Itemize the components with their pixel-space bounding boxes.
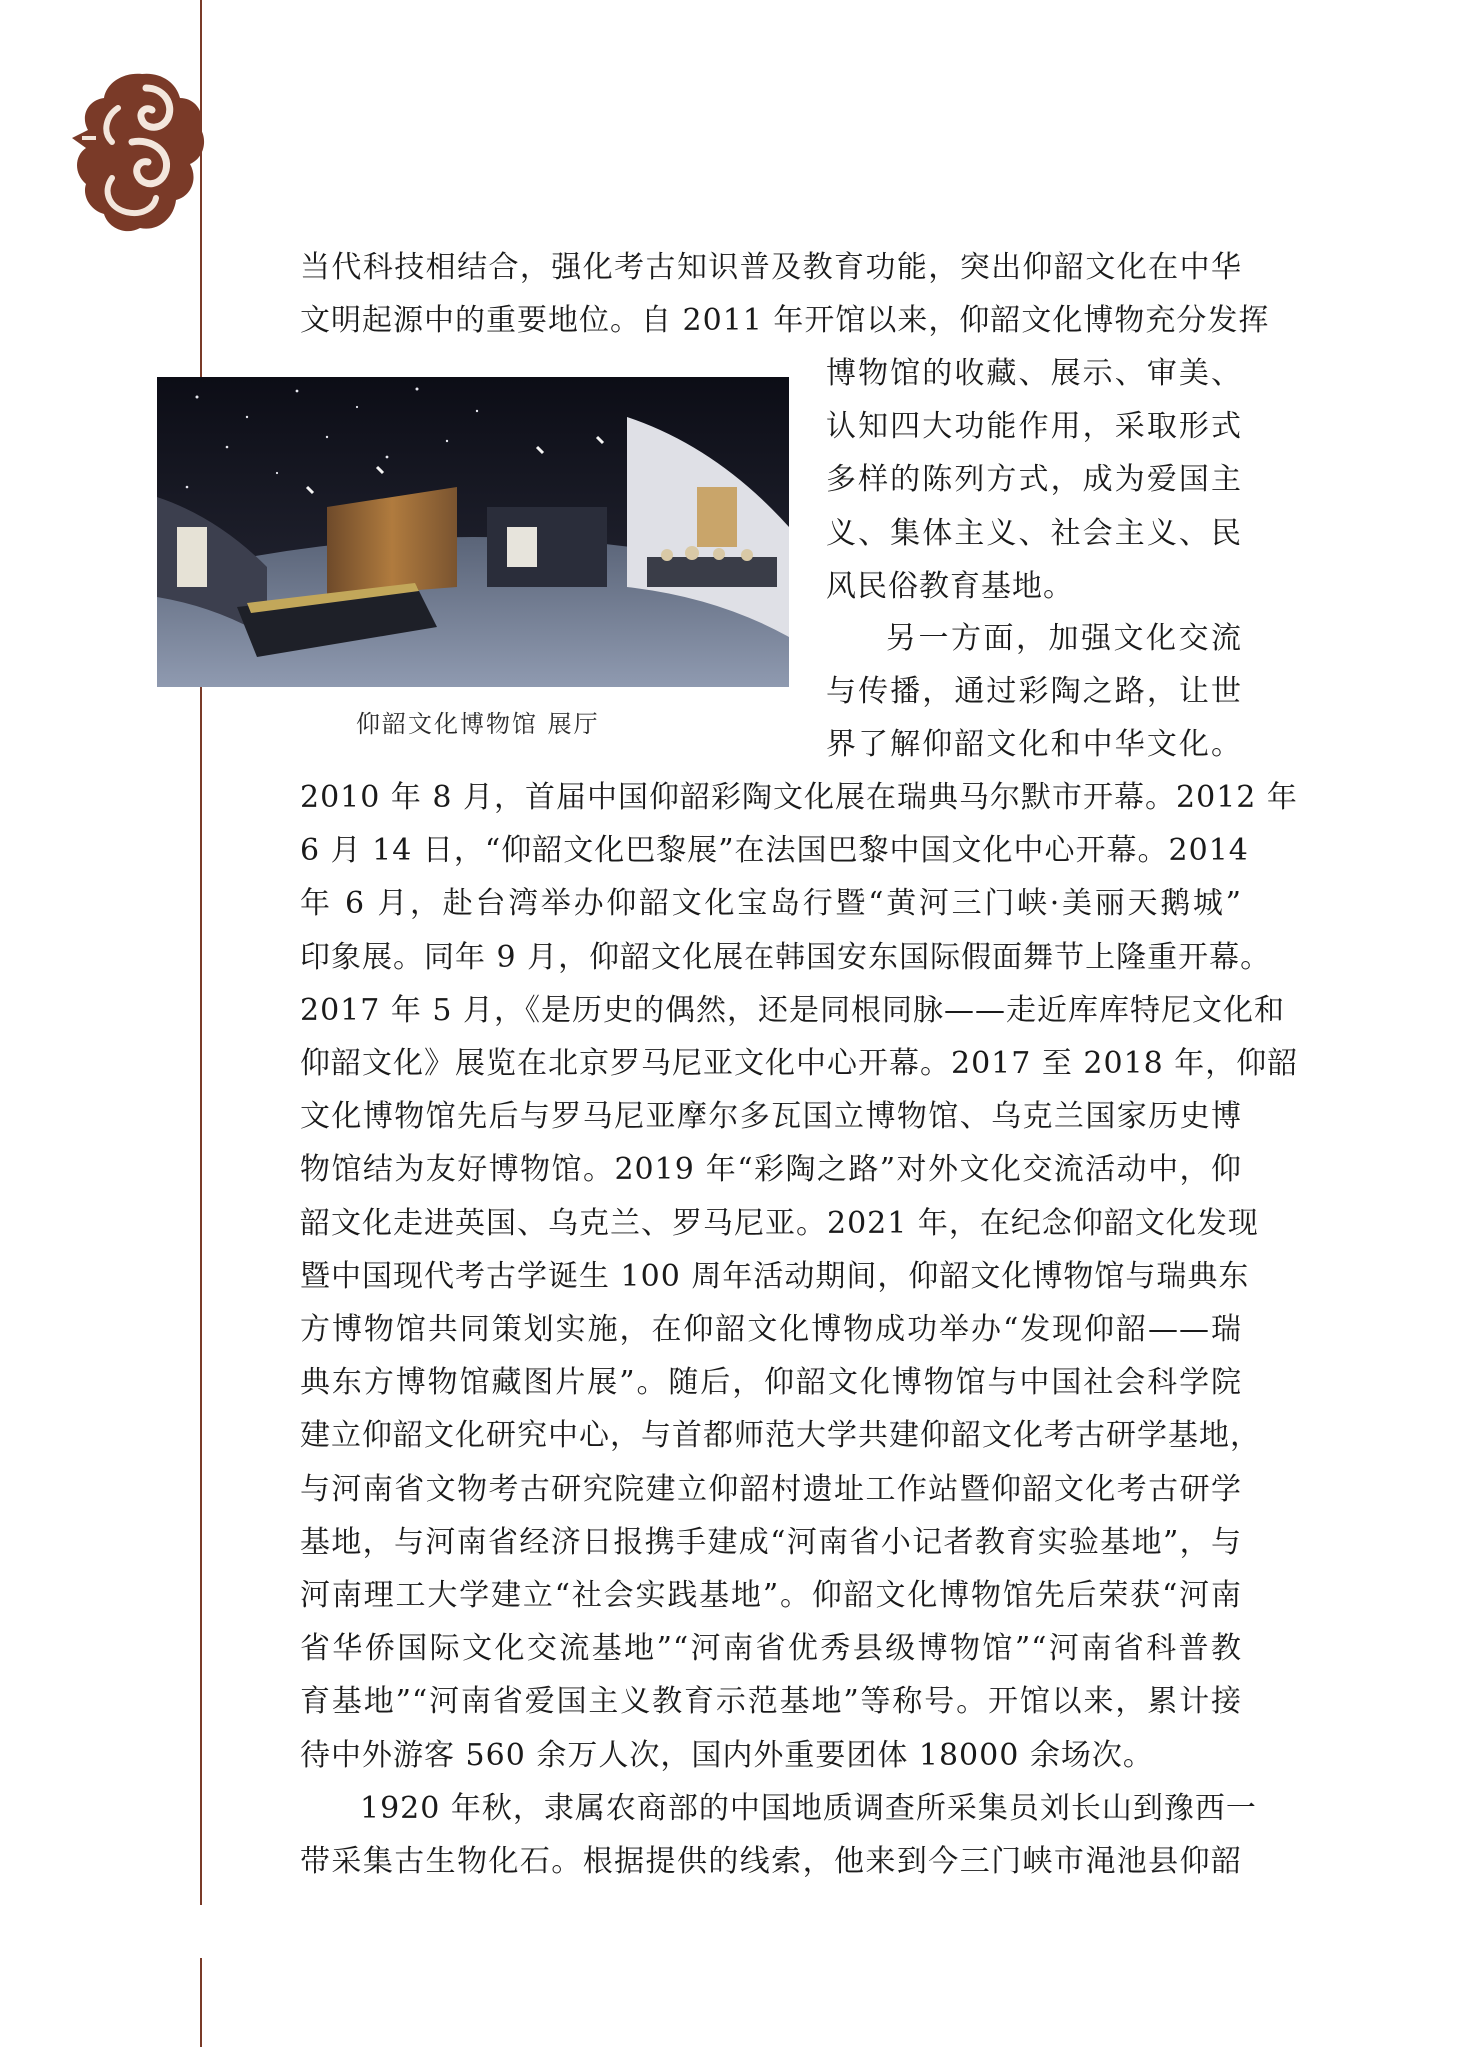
text-line: 文明起源中的重要地位。自 2011 年开馆以来，仰韶文化博物充分发挥 (300, 303, 1270, 339)
cloud-ornament-icon (72, 68, 206, 238)
text-line: 带采集古生物化石。根据提供的线索，他来到今三门峡市渑池县仰韶 (300, 1844, 1242, 1880)
text-line: 仰韶文化》展览在北京罗马尼亚文化中心开幕。2017 至 2018 年，仰韶 (300, 1046, 1299, 1082)
paragraph-1-wrap (826, 347, 1242, 613)
text-line: 文化博物馆先后与罗马尼亚摩尔多瓦国立博物馆、乌克兰国家历史博 (300, 1099, 1242, 1135)
text-line: 印象展。同年 9 月，仰韶文化展在韩国安东国际假面舞节上隆重开幕。 (300, 939, 1272, 975)
paragraph-1-full (300, 241, 1270, 347)
text-line: 6 月 14 日，“仰韶文化巴黎展”在法国巴黎中国文化中心开幕。2014 (300, 833, 1249, 869)
text-line: 2010 年 8 月，首届中国仰韶彩陶文化展在瑞典马尔默市开幕。2012 年 (300, 780, 1298, 815)
text-line: 河南理工大学建立“社会实践基地”。仰韶文化博物馆先后荣获“河南 (300, 1578, 1242, 1614)
text-line: 与河南省文物考古研究院建立仰韶村遗址工作站暨仰韶文化考古研学 (300, 1471, 1242, 1507)
text-line: 风民俗教育基地。 (826, 568, 1074, 604)
text-line: 待中外游客 560 余万人次，国内外重要团体 18000 余场次。 (300, 1737, 1154, 1773)
exhibition-hall-image (157, 377, 789, 687)
text-line: 多样的陈列方式，成为爱国主 (826, 462, 1242, 498)
paragraph-3 (300, 1782, 1257, 1888)
text-line: 认知四大功能作用，采取形式 (826, 409, 1242, 445)
text-line: 育基地”“河南省爱国主义教育示范基地”等称号。开馆以来，累计接 (300, 1684, 1242, 1720)
text-line: 与传播，通过彩陶之路，让世 (826, 674, 1242, 710)
text-line: 韶文化走进英国、乌克兰、罗马尼亚。2021 年，在纪念仰韶文化发现 (300, 1205, 1259, 1241)
text-line: 物馆结为友好博物馆。2019 年“彩陶之路”对外文化交流活动中，仰 (300, 1152, 1242, 1188)
text-line: 基地，与河南省经济日报携手建成“河南省小记者教育实验基地”，与 (300, 1524, 1242, 1560)
paragraph-2-full (300, 771, 1299, 1782)
text-line: 方博物馆共同策划实施，在仰韶文化博物成功举办“发现仰韶——瑞 (300, 1312, 1242, 1348)
text-line: 1920 年秋，隶属农商部的中国地质调查所采集员刘长山到豫西一 (360, 1791, 1257, 1826)
text-line: 界了解仰韶文化和中华文化。 (826, 727, 1242, 763)
text-line: 博物馆的收藏、展示、审美、 (826, 356, 1242, 391)
paragraph-2-wrap (826, 612, 1242, 772)
text-line: 另一方面，加强文化交流 (886, 621, 1242, 656)
museum-hall-photo (157, 377, 789, 687)
text-line: 年 6 月，赴台湾举办仰韶文化宝岛行暨“黄河三门峡·美丽天鹅城” (300, 886, 1242, 922)
text-line: 当代科技相结合，强化考古知识普及教育功能，突出仰韶文化在中华 (300, 250, 1242, 285)
text-line: 义、集体主义、社会主义、民 (826, 515, 1242, 551)
margin-rule (200, 0, 202, 1905)
text-line: 建立仰韶文化研究中心，与首都师范大学共建仰韶文化考古研学基地， (300, 1418, 1261, 1454)
margin-rule-lower (200, 1958, 202, 2047)
text-line: 典东方博物馆藏图片展”。随后，仰韶文化博物馆与中国社会科学院 (300, 1365, 1242, 1401)
text-line: 2017 年 5 月，《是历史的偶然，还是同根同脉——走近库库特尼文化和 (300, 992, 1286, 1028)
photo-caption: 仰韶文化博物馆 展厅 (356, 710, 600, 738)
text-line: 省华侨国际文化交流基地”“河南省优秀县级博物馆”“河南省科普教 (300, 1631, 1242, 1667)
text-line: 暨中国现代考古学诞生 100 周年活动期间，仰韶文化博物馆与瑞典东 (300, 1258, 1250, 1294)
